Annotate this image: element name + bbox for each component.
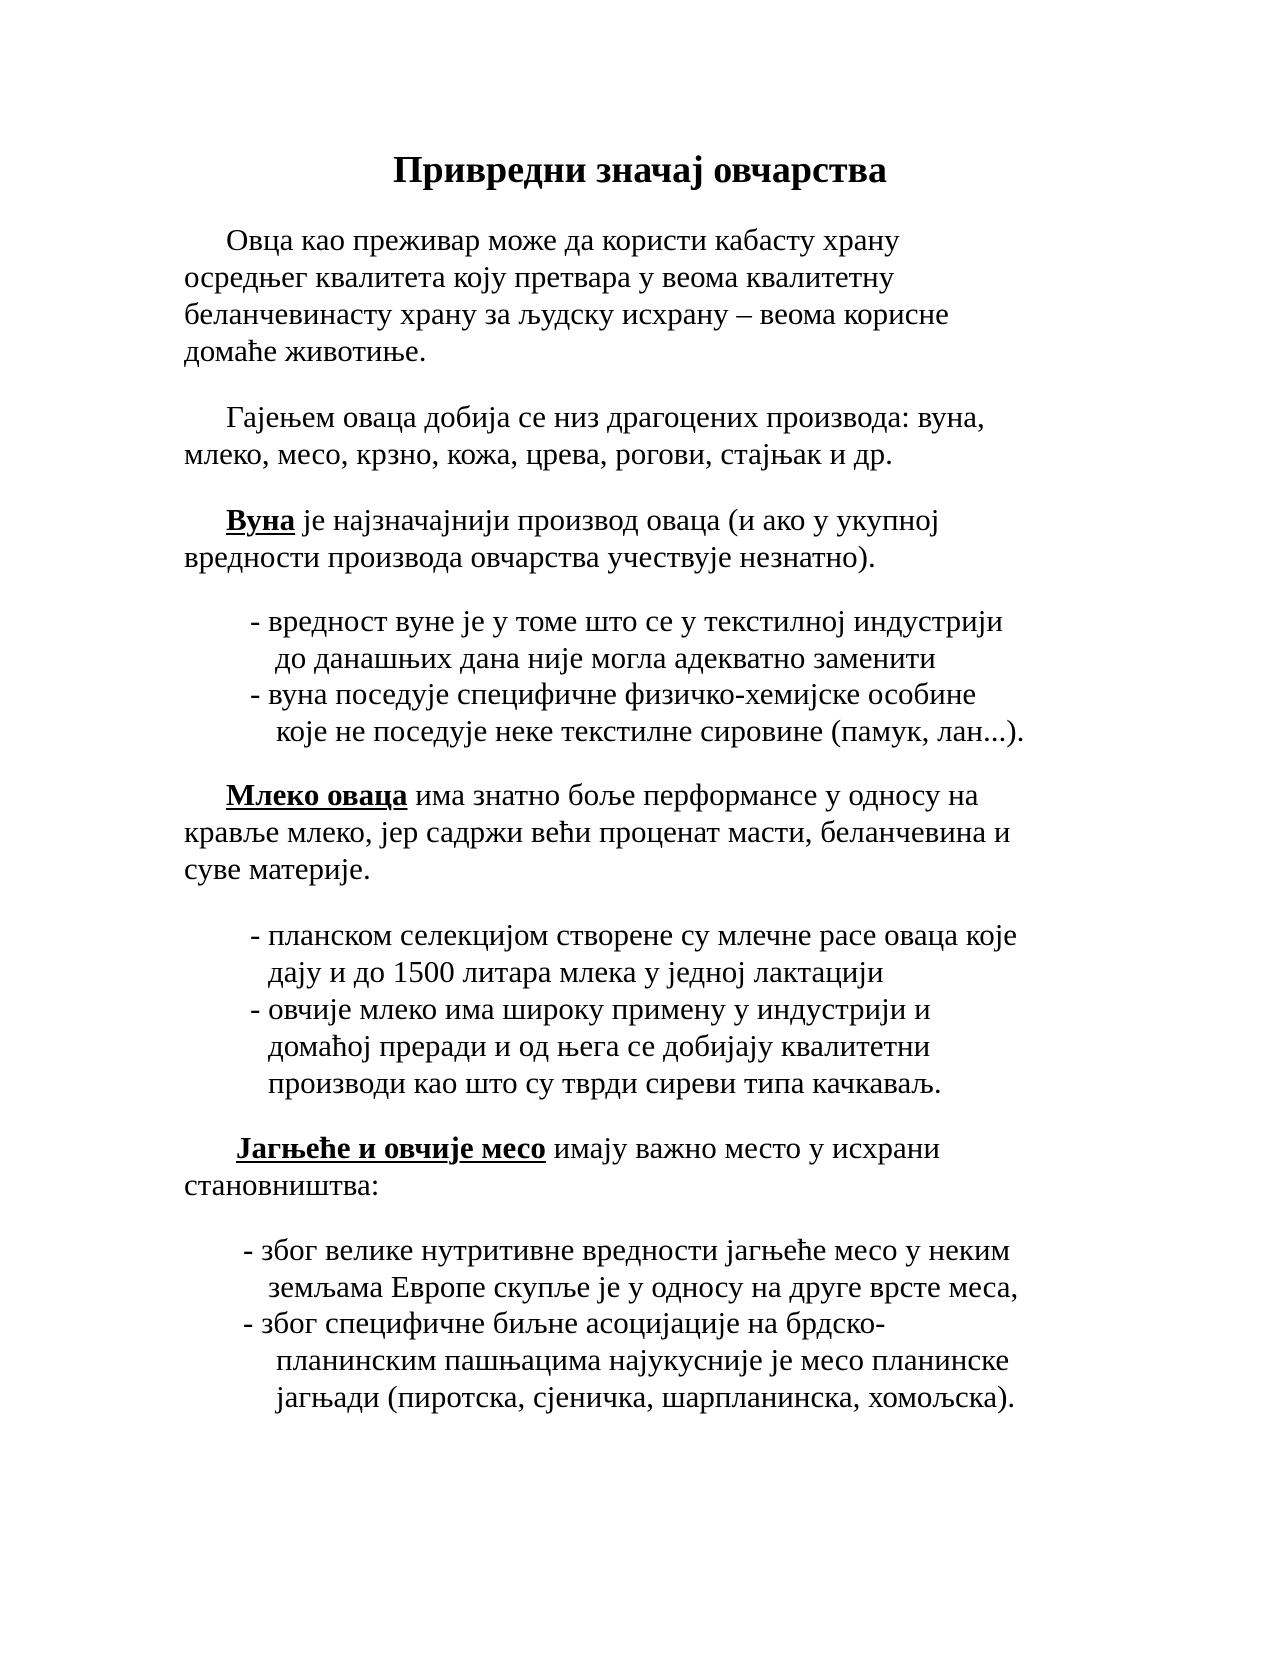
milk-bullet-2-cont-1: домаћој преради и од њега се добијају квалитетни bbox=[268, 1028, 931, 1063]
milk-term: Млеко оваца bbox=[226, 777, 408, 812]
wool-line-2: вредности производа овчарства учествује незнатно). bbox=[184, 539, 876, 574]
meat-bullet-2-cont-1: планинским пашњацима најукусније је месо планинске bbox=[276, 1342, 1010, 1377]
milk-line-3: суве материје. bbox=[184, 851, 371, 886]
wool-bullet-2-cont: које не поседује неке текстилне сировине (памук, лан...). bbox=[276, 713, 1025, 748]
milk-bullet-2: - овчије млеко има широку примену у индустрији и bbox=[250, 991, 931, 1026]
wool-term: Вуна bbox=[226, 502, 296, 537]
wool-bullet-2: - вуна поседује специфичне физичко-хемијске особине bbox=[250, 676, 977, 711]
products-line-1: Гајењем оваца добија се низ драгоцених производа: вуна, bbox=[226, 399, 985, 434]
meat-bullet-2: - због специфичне биљне асоцијације на брдско- bbox=[243, 1305, 886, 1340]
intro-line-1: Овца као преживар може да користи кабасту храну bbox=[226, 222, 900, 257]
meat-line-2: становништва: bbox=[184, 1167, 380, 1202]
milk-bullet-1: - планском селекцијом створене су млечне расе оваца које bbox=[250, 917, 1018, 952]
milk-line-2: крављe млеко, јер садржи већи проценат масти, беланчевина и bbox=[184, 814, 1011, 849]
milk-line-1 bbox=[226, 777, 979, 813]
page-title: Привредни значај овчарства bbox=[392, 149, 888, 191]
meat-term: Јагњеће и овчије месо bbox=[236, 1130, 546, 1165]
wool-bullet-1: - вредност вуне је у томе што се у текстилној индустрији bbox=[250, 603, 1003, 638]
meat-bullet-1-cont: земљама Европе скупље је у односу на друге врсте меса, bbox=[268, 1269, 1019, 1304]
intro-line-2: осредњег квалитета коју претвара у веома квалитетну bbox=[184, 259, 895, 294]
meat-line-1-text: имају важно место у исхрани bbox=[545, 1130, 940, 1165]
intro-line-4: домаће животиње. bbox=[184, 333, 427, 368]
milk-bullet-2-cont-2: производи као што су тврди сиреви типа качкаваљ. bbox=[268, 1065, 942, 1100]
milk-bullet-1-cont: дају и до 1500 литара млека у једној лактацији bbox=[268, 954, 884, 989]
products-line-2: млеко, месо, крзно, кожа, црева, рогови, стајњак и др. bbox=[184, 436, 893, 471]
wool-bullet-1-cont: до данашњих дана није могла адекватно заменити bbox=[275, 640, 936, 675]
wool-line-1-text: је најзначајнији производ оваца (и ако у укупној bbox=[295, 502, 940, 537]
wool-line-1 bbox=[226, 502, 939, 538]
intro-line-3: беланчевинасту храну за људску исхрану – веома корисне bbox=[184, 296, 949, 331]
meat-bullet-1: - због велике нутритивне вредности јагњеће месо у неким bbox=[243, 1232, 1011, 1267]
meat-line-1 bbox=[236, 1130, 940, 1166]
meat-bullet-2-cont-2: јагњади (пиротска, сјеничка, шарпланинска, хомољска). bbox=[276, 1379, 1016, 1414]
milk-line-1-text: има знатно боље перформансе у односу на bbox=[407, 777, 979, 812]
